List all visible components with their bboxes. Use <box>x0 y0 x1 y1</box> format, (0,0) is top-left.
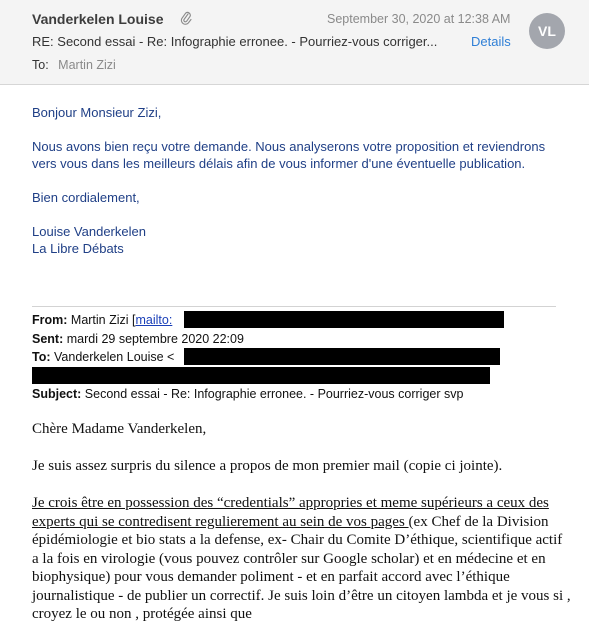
quoted-subject <box>32 385 572 404</box>
paperclip-icon <box>180 11 192 28</box>
quoted-from <box>32 311 572 330</box>
sent-label: Sent: <box>32 331 64 346</box>
paragraph-2 <box>32 494 572 624</box>
redaction-bar <box>32 367 490 384</box>
message-header <box>0 0 589 85</box>
subject-value: Second essai - Re: Infographie erronee. - Pourriez-vous corriger svp <box>84 387 464 401</box>
reply-body <box>32 104 562 257</box>
to-label: To: <box>32 58 49 72</box>
divider <box>32 306 556 307</box>
redaction-bar <box>184 311 504 328</box>
subject-label: Subject: <box>32 387 82 401</box>
details-link[interactable]: Details <box>471 34 511 49</box>
reply-closing: Bien cordialement, <box>32 190 140 205</box>
redaction-bar <box>184 348 500 365</box>
paragraph-1: Je suis assez surpris du silence a propos de mon premier mail (copie ci jointe). <box>32 458 503 474</box>
sender-name[interactable]: Vanderkelen Louise <box>32 11 164 27</box>
reply-greeting: Bonjour Monsieur Zizi, <box>32 105 162 120</box>
message-subject: RE: Second essai - Re: Infographie erronee. - Pourriez-vous corriger... <box>32 34 438 49</box>
message-date: September 30, 2020 at 12:38 AM <box>327 12 511 26</box>
reply-paragraph: Nous avons bien reçu votre demande. Nous analyserons votre proposition et reviendrons vers vous dans les meilleurs délais afin de vous informer d'une éventuelle publication. <box>32 139 546 171</box>
avatar: VL <box>529 13 565 49</box>
signature-name: Louise Vanderkelen <box>32 224 146 239</box>
quoted-to <box>32 348 572 367</box>
quoted-sent <box>32 330 572 349</box>
from-label: From: <box>32 313 68 327</box>
paragraph-2-rest: (ex Chef de la Division épidémiologie et bio stats a la defense, ex- Chair du Comite D’éthique, scientifique actif a la fois en virologie (vous pouvez contrôler sur Google scholar) et en médecine et en biophysique) pour vous demander poliment - et en parfait accord avec l’éthique journalistique - de publier un correctif. Je suis loin d’être un citoyen lambda et je vous si , croyez le ou non , protégée ainsi que <box>32 513 571 622</box>
recipient-name[interactable]: Martin Zizi <box>58 58 116 72</box>
sent-value: mardi 29 septembre 2020 22:09 <box>66 331 244 346</box>
quoted-cc <box>32 367 572 386</box>
signature-org: La Libre Débats <box>32 241 124 256</box>
quoted-header <box>32 311 572 404</box>
original-message <box>32 420 572 624</box>
underlined-text: Je crois être en possession des “credentials” appropries et meme supérieurs a ceux des experts qui se contredisent regulierement au sein de vos pages <box>32 495 549 530</box>
to-value: Vanderkelen Louise < <box>54 350 175 364</box>
recipient-row <box>32 58 116 72</box>
from-value: Martin Zizi [ <box>70 313 136 327</box>
mailto-link[interactable]: mailto: <box>135 313 173 327</box>
to-label: To: <box>32 350 51 364</box>
salutation: Chère Madame Vanderkelen, <box>32 421 207 437</box>
